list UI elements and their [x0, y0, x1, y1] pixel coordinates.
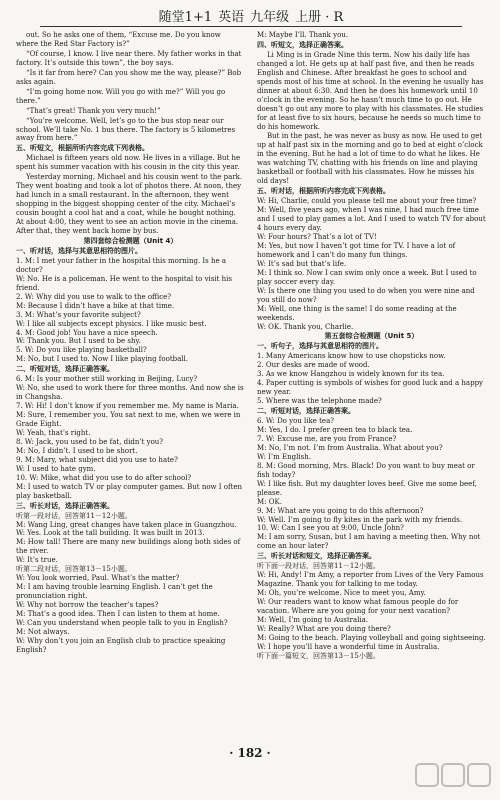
dialogue-line: M: Sure, I remember you. You sat next to me, when we were in Grade Eight.: [16, 411, 241, 429]
dialogue-line: M: Because I didn’t have a bike at that time.: [16, 301, 175, 310]
paragraph: But in the past, he was never as busy as now. He used to get up at half past six in the morning and go to bed at eight o’clock in the evening. But he had a lot of time to do what he likes. He was watching TV, chatting with his friends on line and playing basketball or football with his classmates. How he misses his old days!: [257, 132, 483, 186]
dialogue-line: M: Well, five years ago, when I was nine, I had much free time and I used to play games a lot. And I used to watch TV for about 4 hours every day.: [257, 206, 486, 233]
dialogue-line: 听第二段对话，回答第13－15小题。: [16, 565, 132, 574]
dialogue-line: 8. W: Jack, you used to be fat, didn’t you?: [16, 437, 164, 446]
dialogue-line: 5. Where was the telephone made?: [257, 397, 382, 406]
dialogue-line: W: Really? What are you doing there?: [257, 624, 391, 633]
dialogue-line: W: Yes. Look at the tall building. It was built in 2013.: [16, 529, 205, 538]
two-column-body: [16, 31, 486, 661]
section-heading: 五、听对话，根据所听内容完成下列表格。: [257, 187, 390, 196]
paragraph: “I’m going home now. Will you go with me?” Will you go there.”: [16, 87, 226, 105]
dialogue-line: 6. M: Is your mother still working in Beijing, Lucy?: [16, 375, 198, 384]
paragraph: “You’re welcome. Well, let’s go to the bus stop near our school. We’ll take No. 1 bus there. The factory is 5 kilometres away from here.”: [16, 116, 236, 143]
dialogue-line: 3. As we know Hangzhou is widely known for its tea.: [257, 370, 445, 379]
section-heading: 二、听短对话，选择正确答案。: [257, 407, 355, 416]
dialogue-line: M: That’s a good idea. Then I can listen to them at home.: [16, 610, 220, 619]
dialogue-line: W: No, she used to work there for three months. And now she is in Changsha.: [16, 384, 244, 402]
dialogue-line: M: I think so. Now I can swim only once a week. But I used to play soccer every day.: [257, 268, 477, 286]
header-volume: 上册 · R: [295, 9, 344, 25]
header-book-title: 随堂1+1: [158, 9, 213, 25]
dialogue-line: W: You look worried, Paul. What’s the matter?: [16, 574, 180, 583]
page-number: 182: [237, 746, 263, 760]
paragraph: Li Ming is in Grade Nine this term. Now his daily life has changed a lot. He gets up at half past five, and then he reads English and Chinese. After breakfast he goes to school and spends most of his time at school. In the evening he usually has dinner at about 6:30. And then he does his homework until 10 o’clock in the evening. So he hasn’t much time to go out. He doesn’t go out any more to play with his classmates. He studies for at least five to six hours, because he needs so much time to do his homework.: [257, 50, 484, 131]
left-column: [16, 31, 245, 661]
dialogue-line: 9. M: Mary, what subject did you use to hate?: [16, 455, 178, 464]
dialogue-line: 2. W: Why did you use to walk to the office?: [16, 292, 172, 301]
dialogue-line: W: Hi, Charlie, could you please tell me about your free time?: [257, 197, 477, 206]
dialogue-line: 1. Many Americans know how to use chopsticks now.: [257, 352, 446, 361]
dialogue-line: M: OK.: [257, 497, 282, 506]
dialogue-line: 听下面一篇短文，回答第13－15小题。: [257, 651, 380, 660]
dialogue-line: W: I hope you’ll have a wonderful time in Australia.: [257, 642, 440, 651]
section-heading: 一、听句子，选择与其意思相符的图片。: [257, 342, 383, 351]
dialogue-line: 7. W: Excuse me, are you from France?: [257, 434, 397, 443]
test-title: 第四套综合检测题（Unit 4）: [83, 236, 178, 245]
dialogue-line: M: No, but I used to. Now I like playing football.: [16, 355, 188, 364]
dialogue-line: M: Not always.: [16, 627, 70, 636]
dialogue-line: M: Oh, you’re welcome. Nice to meet you, Amy.: [257, 589, 426, 598]
dialogue-line: W: I used to hate gym.: [16, 464, 96, 473]
dialogue-line: 10. W: Mike, what did you use to do after school?: [16, 473, 192, 482]
dialogue-line: W: Thank you. But I used to be shy.: [16, 337, 141, 346]
dialogue-line: 3. M: What’s your favorite subject?: [16, 310, 141, 319]
dialogue-line: 8. M: Good morning, Mrs. Black! Do you want to buy meat or fish today?: [257, 461, 475, 479]
dialogue-line: W: Can you understand when people talk to you in English?: [16, 619, 228, 627]
dialogue-line: 10. W: Can I see you at 9:00, Uncle John?: [257, 524, 404, 533]
dialogue-line: M: Yes, but now I haven’t got time for TV. I have a lot of homework and I can’t do many fun things.: [257, 241, 456, 259]
paragraph: Michael is fifteen years old now. He lives in a village. But he spent his summer vacation with his cousin in the city this year.: [16, 154, 241, 172]
paragraph: “Of course, I know. I live near there. My father works in that factory. It’s outside this town”, the boy says.: [16, 49, 242, 67]
watermark-logo-icon: [414, 760, 494, 794]
dialogue-line: 6. W: Do you like tea?: [257, 417, 334, 426]
section-heading: 二、听短对话，选择正确答案。: [16, 365, 114, 374]
dialogue-line: 9. M: What are you going to do this afternoon?: [257, 506, 424, 515]
right-column: [257, 31, 486, 661]
dialogue-line: M: Yes, I do. I prefer green tea to black tea.: [257, 425, 413, 434]
dialogue-line: W: Yeah, that’s right.: [16, 428, 91, 437]
section-heading: 一、听对话，选择与其意思相符的图片。: [16, 246, 142, 255]
dialogue-line: W: I’m English.: [257, 452, 311, 461]
test-title: 第五套综合检测题（Unit 5）: [324, 332, 419, 341]
paragraph: “That’s great! Thank you very much!”: [26, 106, 161, 115]
dialogue-line: M: No, I’m not. I’m from Australia. What about you?: [257, 443, 443, 452]
dialogue-line: W: Is there one thing you used to do when you were nine and you still do now?: [257, 286, 475, 304]
dialogue-line: M: Wang Ling, great changes have taken place in Guangzhou.: [16, 520, 237, 529]
dialogue-line: W: No. He is a policeman. He went to the hospital to visit his friend.: [16, 274, 233, 292]
dialogue-line: W: OK. Thank you, Charlie.: [257, 322, 354, 331]
page-footer: · 182 ·: [229, 746, 271, 760]
dialogue-line: M: Maybe I’ll. Thank you.: [257, 31, 349, 39]
dialogue-line: M: I used to watch TV or play computer games. But now I often play basketball.: [16, 482, 243, 500]
dialogue-line: W: Our readers want to know what famous people do for vacation. Where are you going for your next vacation?: [257, 598, 459, 616]
dialogue-line: W: Why not borrow the teacher’s tapes?: [16, 601, 159, 610]
dialogue-line: W: I like all subjects except physics. I like music best.: [16, 319, 207, 328]
paragraph: out. So he asks one of them, “Excuse me. Do you know where the Red Star Factory is?”: [16, 31, 221, 48]
dialogue-line: M: Well, one thing is the same! I do some reading at the weekends.: [257, 304, 457, 322]
dialogue-line: M: No, I didn’t. I used to be short.: [16, 446, 138, 455]
dialogue-line: M: Well, I’m going to Australia.: [257, 616, 369, 624]
dialogue-line: 听下面一段对话，回答第11－12小题。: [257, 562, 380, 571]
dialogue-line: M: I am having trouble learning English. I can’t get the pronunciation right.: [16, 583, 213, 601]
dialogue-line: 4. M: Good job! You have a nice speech.: [16, 328, 158, 337]
section-heading: 四、听短文，选择正确答案。: [257, 40, 348, 49]
section-heading: 五、听短文，根据所听内容完成下列表格。: [16, 144, 149, 153]
dialogue-line: 7. W: Hi! I don’t know if you remember me. My name is Maria.: [16, 402, 239, 411]
dialogue-line: 1. M: I met your father in the hospital this morning. Is he a doctor?: [16, 256, 227, 274]
header-subject: 英语: [218, 9, 245, 25]
paragraph: “Is it far from here? Can you show me the way, please?” Bob asks again.: [16, 68, 242, 86]
dialogue-line: M: Going to the beach. Playing volleyball and going sightseeing.: [257, 633, 486, 642]
dialogue-line: M: I am sorry, Susan, but I am having a meeting then. Why not come an hour later?: [257, 533, 481, 551]
dialogue-line: 4. Paper cutting is symbols of wishes for good luck and a happy new year.: [257, 379, 483, 397]
dialogue-line: W: Well. I’m going to fly kites in the park with my friends.: [257, 515, 463, 524]
section-heading: 三、听长对话，选择正确答案。: [16, 501, 114, 510]
dialogue-line: 听第一段对话，回答第11－12小题。: [16, 511, 132, 520]
dialogue-line: W: It’s sad but that’s life.: [257, 259, 347, 268]
dialogue-line: 5. W: Do you like playing basketball?: [16, 346, 147, 355]
header-grade: 九年级: [250, 9, 290, 25]
dialogue-line: 2. Our desks are made of wood.: [257, 361, 370, 370]
dialogue-line: M: How tall! There are many new buildings along both sides of the river.: [16, 538, 241, 556]
dialogue-line: W: Four hours? That’s a lot of TV!: [257, 232, 377, 241]
running-header: [40, 4, 462, 27]
paragraph: Yesterday morning, Michael and his cousin went to the park. They went boating and took a lot of photos there. At noon, they had lunch in a small restaurant. In the afternoon, they went shopping in the biggest shopping center of the city. Michael’s cousin bought a cool hat and a coat, while he bought nothing. At about 4:00, they went to see an action movie in the cinema. After that, they went back home by bus.: [16, 173, 243, 236]
dialogue-line: W: Hi, Andy! I’m Amy, a reporter from Lives of the Very Famous Magazine. Thank you for talking to me today.: [257, 571, 484, 589]
dialogue-line: W: I like fish. But my daughter loves beef. Give me some beef, please.: [257, 479, 477, 497]
dialogue-line: W: It’s true.: [16, 556, 58, 565]
dialogue-line: W: Why don’t you join an English club to practice speaking English?: [16, 636, 226, 654]
section-heading: 三、听长对话和短文，选择正确答案。: [257, 552, 376, 561]
